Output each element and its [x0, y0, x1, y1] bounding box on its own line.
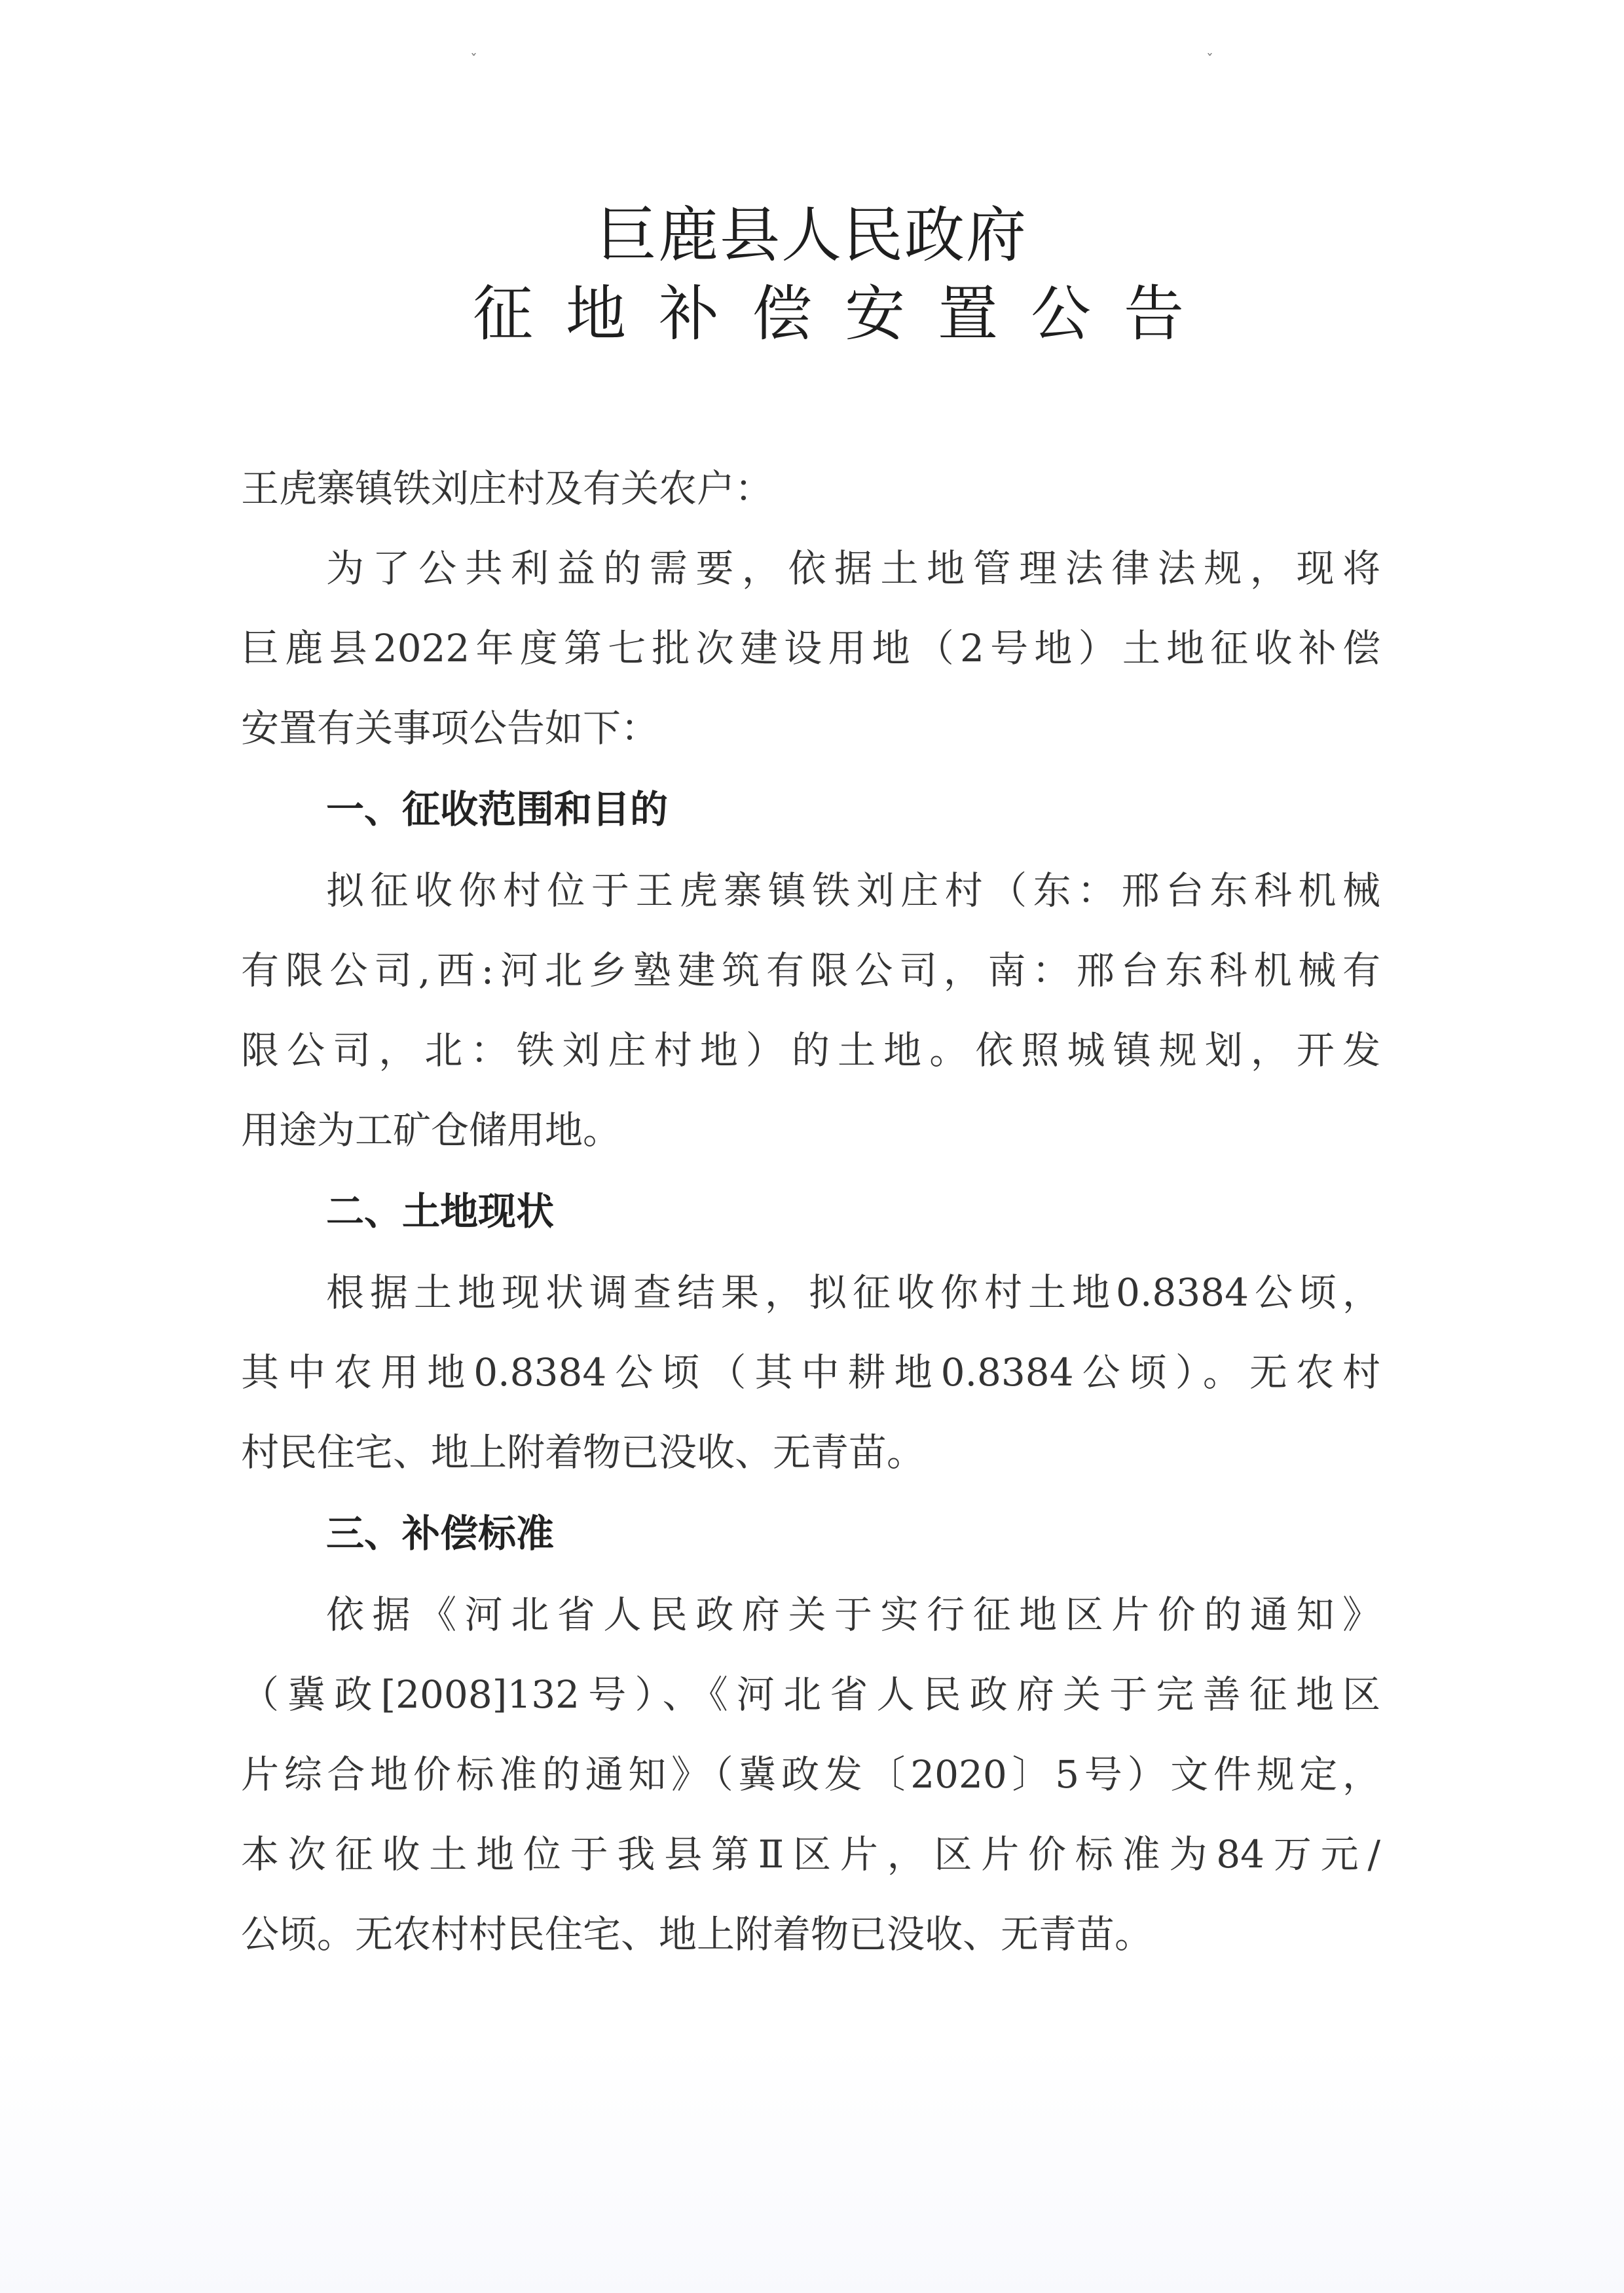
issuer-title: 巨鹿县人民政府: [596, 200, 1027, 270]
section-line: 限公司，北：铁刘庄村地）的土地。依照城镇规划，开发: [241, 1028, 1380, 1073]
section-line: 根据土地现状调查结果，拟征收你村土地0.8384公顷，: [326, 1270, 1380, 1315]
section-line: （冀政[2008]132号）、《河北省人民政府关于完善征地区: [241, 1672, 1380, 1717]
addressee: 王虎寨镇铁刘庄村及有关农户：: [241, 466, 773, 511]
section-line: 其中农用地0.8384公顷（其中耕地0.8384公顷）。无农村: [241, 1350, 1380, 1395]
binding-mark-left: ˇ: [470, 52, 477, 69]
section-heading-status: 二、土地现状: [326, 1189, 555, 1234]
binding-mark-right: ˇ: [1206, 52, 1213, 69]
section-line: 拟征收你村位于王虎寨镇铁刘庄村（东：邢台东科机械: [326, 868, 1380, 913]
section-line: 村民住宅、地上附着物已没收、无青苗。: [241, 1430, 925, 1475]
section-line: 用途为工矿仓储用地。: [241, 1108, 621, 1152]
section-line: 有限公司,西:河北乡塾建筑有限公司，南：邢台东科机械有: [241, 948, 1380, 993]
section-heading-standard: 三、补偿标准: [326, 1511, 555, 1556]
intro-line: 巨鹿县2022年度第七批次建设用地（2号地）土地征收补偿: [241, 626, 1380, 670]
intro-line: 为了公共利益的需要，依据土地管理法律法规，现将: [326, 546, 1380, 591]
notice-title: 征地补偿安置公告: [472, 279, 1217, 349]
section-line: 片综合地价标准的通知》（冀政发〔2020〕5号）文件规定，: [241, 1752, 1380, 1797]
section-line: 本次征收土地位于我县第Ⅱ区片，区片价标准为84万元/: [241, 1832, 1380, 1877]
section-line: 公顷。无农村村民住宅、地上附着物已没收、无青苗。: [241, 1912, 1153, 1956]
intro-line: 安置有关事项公告如下：: [241, 706, 659, 750]
section-line: 依据《河北省人民政府关于实行征地区片价的通知》: [326, 1592, 1380, 1637]
section-heading-scope: 一、征收范围和目的: [326, 787, 669, 832]
